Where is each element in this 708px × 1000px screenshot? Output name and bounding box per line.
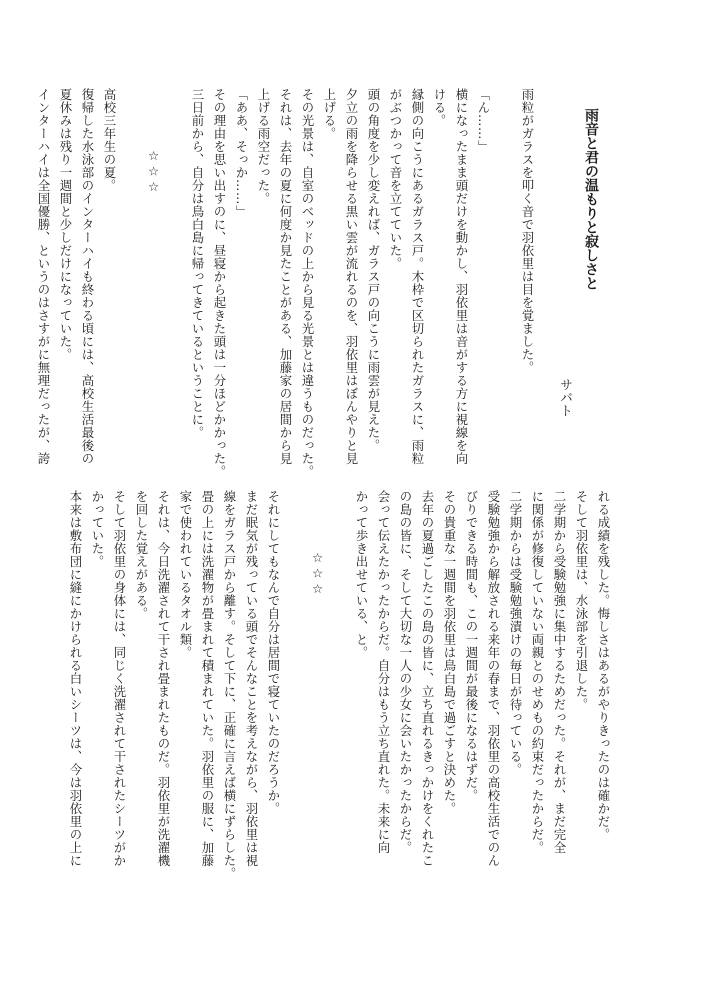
text-line: その貴重な一週間を羽依里は鳥白島で過ごすと決めた。 bbox=[442, 490, 457, 815]
text-line: それは、去年の夏に何度か見たことがある、加藤家の居間から見 bbox=[278, 88, 293, 465]
text-line: 上げる。 bbox=[322, 88, 337, 140]
text-line: 本来は敷布団に縫にかけられる白いシーツは、今は羽依里の上に bbox=[68, 490, 83, 867]
text-line: まだ眠気が残っている頭でそんなことを考えながら、羽依里は視 bbox=[244, 490, 259, 867]
blank-line bbox=[328, 490, 350, 910]
text-line: 二学期から受験勉強に集中するためだった。それが、まだ完全 bbox=[552, 490, 567, 854]
story-title: 雨音と君の温もりと寂しさと bbox=[583, 108, 599, 290]
text-line: 三日前から、自分は鳥白島に帰ってきているということに。 bbox=[190, 88, 205, 439]
author-name: サバト bbox=[557, 378, 572, 417]
section-break-stars: ☆☆☆ bbox=[146, 148, 161, 195]
bottom-text-block bbox=[62, 490, 614, 910]
text-line: に関係が修復していない両親とのせめもの約束だったからだ。 bbox=[530, 490, 545, 854]
text-line: かって歩き出せている、と。 bbox=[354, 490, 369, 659]
text-line: 畳の上には洗濯物が畳まれて積まれていた。羽依里の服に、加藤 bbox=[200, 490, 215, 867]
text-line: 会って伝えたかったからだ。自分はもう立ち直れた。未来に向 bbox=[376, 490, 391, 854]
text-line: 家で使われているタオル類。 bbox=[178, 490, 193, 659]
text-line: それにしてもなんで自分は居間で寝ていたのだろうか。 bbox=[266, 490, 281, 815]
text-line: その光景は、自室のベッドの上から見る光景とは違うものだった。 bbox=[300, 88, 315, 478]
top-text-block bbox=[36, 88, 538, 478]
text-line: れる成績を残した。悔しさはあるがやりきったのは確かだ。 bbox=[596, 490, 611, 841]
text-line: の島の皆に、そして大切な一人の少女に会いたかったからだ。 bbox=[398, 490, 413, 854]
text-line: 去年の夏過ごしたこの島の皆に、立ち直れるきっかけをくれたこ bbox=[420, 490, 435, 867]
text-line: 高校三年生の夏。 bbox=[102, 88, 117, 192]
text-line: びりできる時間も、この一週間が最後になるはずだ。 bbox=[464, 490, 479, 802]
text-line: がぶつかって音を立てていた。 bbox=[388, 88, 403, 270]
text-line: 横になったまま頭だけを動かし、羽依里は音がする方に視線を向 bbox=[454, 88, 469, 465]
blank-line bbox=[284, 490, 306, 910]
section-break-stars: ☆☆☆ bbox=[310, 550, 325, 597]
text-line: かっていた。 bbox=[90, 490, 105, 568]
text-line: そして羽依里の身体には、同じく洗濯されて干されたシーツがか bbox=[112, 490, 127, 867]
text-line: 二学期からは受験勉強漬けの毎日が待っている。 bbox=[508, 490, 523, 776]
text-line: 頭の角度を少し変えれば、ガラス戸の向こうに雨雲が見えた。 bbox=[366, 88, 381, 452]
blank-line bbox=[120, 88, 142, 460]
text-line: 上げる雨空だった。 bbox=[256, 88, 271, 205]
blank-line bbox=[494, 88, 516, 460]
blank-line bbox=[164, 88, 186, 460]
text-line: を回した覚えがある。 bbox=[134, 490, 149, 620]
text-line: それは、今日洗濯されて干され畳まれたものだ。羽依里が洗濯機 bbox=[156, 490, 171, 867]
text-line: インターハイは全国優勝、というのはさすがに無理だったが、誇 bbox=[36, 88, 51, 465]
text-line: 夏休みは残り一週間と少しだけになっていた。 bbox=[58, 88, 73, 361]
text-line: 「ん……」 bbox=[476, 88, 491, 153]
text-line: 縁側の向こうにあるガラス戸。木枠で区切られたガラスに、雨粒 bbox=[410, 88, 425, 465]
text-line: 「ああ、そっか……」 bbox=[234, 88, 249, 218]
text-line: ける。 bbox=[432, 88, 447, 127]
text-line: 復帰した水泳部のインターハイも終わる頃には、高校生活最後の bbox=[80, 88, 95, 465]
text-line: 線をガラス戸から離す。そして下に、正確に言えば横にずらした。 bbox=[222, 490, 237, 880]
text-line: 夕立の雨を降らせる黒い雲が流れるのを、羽依里はぼんやりと見 bbox=[344, 88, 359, 465]
text-line: そして羽依里は、水泳部を引退した。 bbox=[574, 490, 589, 711]
text-line: 受験勉強から解放される来年の春まで、羽依里の高校生活でのん bbox=[486, 490, 501, 867]
text-line: 雨粒がガラスを叩く音で羽依里は目を覚ました。 bbox=[520, 88, 535, 374]
text-line: その理由を思い出すのに、昼寝から起きた頭は一分ほどかかった。 bbox=[212, 88, 227, 478]
